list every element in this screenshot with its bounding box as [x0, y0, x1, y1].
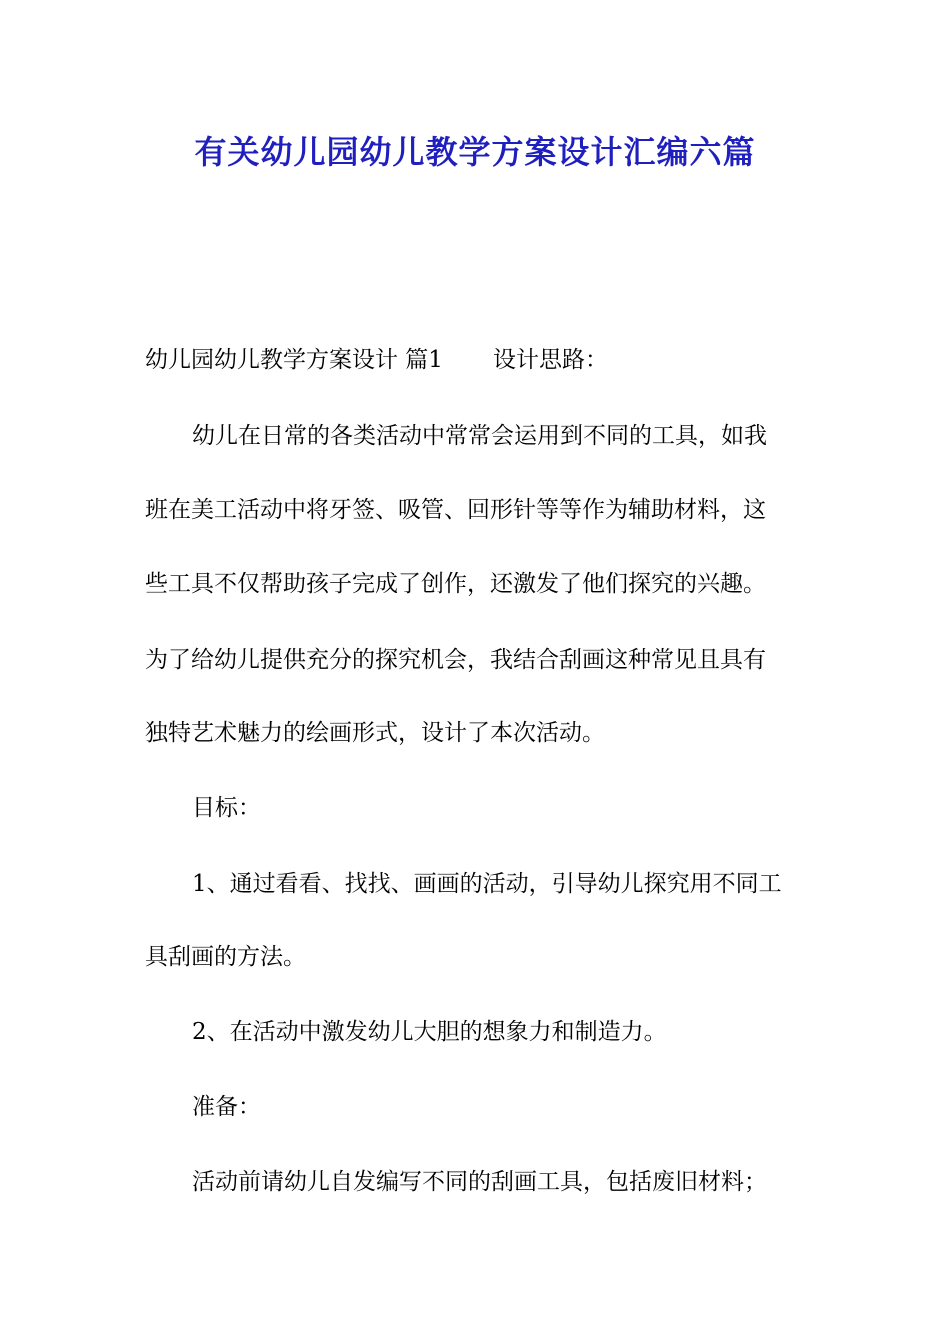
goal-item: 1、通过看看、找找、画画的活动，引导幼儿探究用不同工	[192, 871, 782, 897]
paragraph-line: 幼儿在日常的各类活动中常常会运用到不同的工具，如我	[192, 423, 767, 449]
paragraph-line: 些工具不仅帮助孩子完成了创作，还激发了他们探究的兴趣。	[145, 571, 766, 597]
prep-heading: 准备：	[192, 1094, 261, 1120]
goal-item: 2、在活动中激发幼儿大胆的想象力和制造力。	[192, 1019, 667, 1045]
section-subheading: 设计思路：	[492, 347, 608, 373]
goal-item-continuation: 具刮画的方法。	[145, 944, 306, 970]
section-heading: 幼儿园幼儿教学方案设计 篇1	[145, 347, 443, 373]
paragraph-line: 班在美工活动中将牙签、吸管、回形针等等作为辅助材料，这	[145, 497, 766, 523]
document-title: 有关幼儿园幼儿教学方案设计汇编六篇	[194, 133, 756, 171]
paragraph-line: 为了给幼儿提供充分的探究机会，我结合刮画这种常见且具有	[145, 647, 766, 673]
prep-item: 活动前请幼儿自发编写不同的刮画工具，包括废旧材料；	[192, 1169, 767, 1195]
goals-heading: 目标：	[192, 795, 261, 821]
paragraph-line: 独特艺术魅力的绘画形式，设计了本次活动。	[145, 720, 605, 746]
section-heading-line	[145, 345, 815, 375]
